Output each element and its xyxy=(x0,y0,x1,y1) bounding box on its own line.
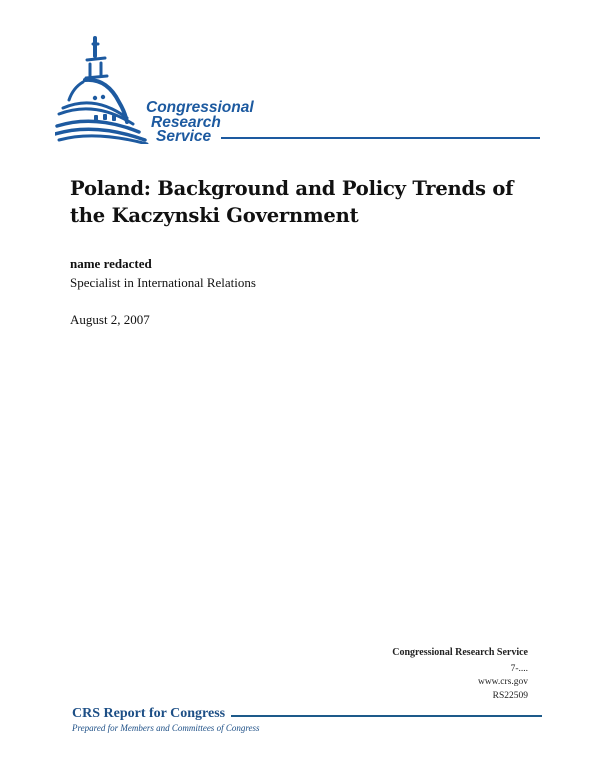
footer-divider xyxy=(231,715,542,717)
publisher-website[interactable]: www.crs.gov xyxy=(477,677,528,687)
logo-line-congressional: Congressional xyxy=(146,99,254,116)
logo-line-service: Service xyxy=(156,128,212,145)
document-title: Poland: Background and Policy Trends of the Kaczynski Government xyxy=(70,177,514,227)
publisher-code: 7-.... xyxy=(510,663,528,674)
logo-line-research: Research xyxy=(151,113,221,131)
footer-subtitle: Prepared for Members and Committees of Congress xyxy=(72,723,260,733)
report-number: RS22509 xyxy=(492,690,528,701)
footer-title: CRS Report for Congress xyxy=(72,706,226,721)
publisher-block xyxy=(392,646,528,703)
publisher-org: Congressional Research Service xyxy=(392,647,528,658)
logo-divider xyxy=(221,137,540,139)
document-date: August 2, 2007 xyxy=(70,312,150,327)
author-title: Specialist in International Relations xyxy=(70,275,256,290)
capitol-dome-icon xyxy=(55,34,155,144)
author-name: name redacted xyxy=(70,256,152,271)
